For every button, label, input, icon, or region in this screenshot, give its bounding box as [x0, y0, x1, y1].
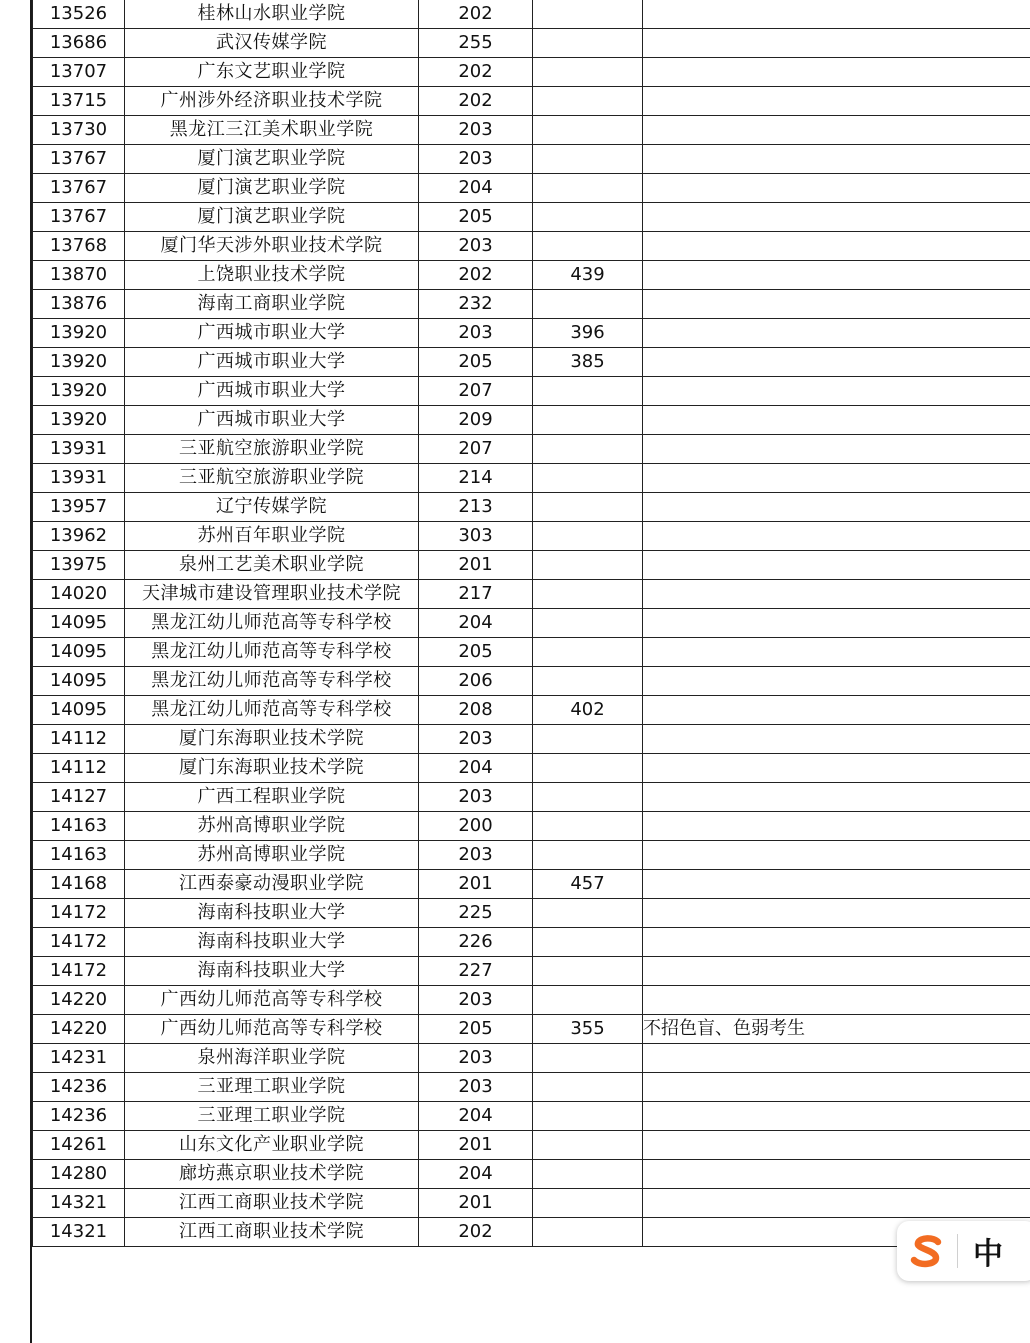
major-group-code-cell[interactable]: 204 — [419, 1160, 533, 1189]
min-score-cell[interactable] — [533, 899, 643, 928]
table-body — [33, 0, 1030, 1247]
min-score-cell[interactable] — [533, 406, 643, 435]
school-name-cell[interactable]: 江西工商职业技术学院 — [125, 1189, 419, 1218]
major-group-code-cell[interactable]: 209 — [419, 406, 533, 435]
min-score-cell[interactable] — [533, 0, 643, 29]
note-cell[interactable] — [643, 667, 1030, 696]
school-name-cell[interactable]: 厦门演艺职业学院 — [125, 174, 419, 203]
note-cell[interactable] — [643, 928, 1030, 957]
major-group-code-cell[interactable]: 203 — [419, 145, 533, 174]
note-cell[interactable] — [643, 319, 1030, 348]
table-row — [33, 551, 1030, 580]
note-cell[interactable] — [643, 522, 1030, 551]
table-row — [33, 1189, 1030, 1218]
school-code-cell[interactable]: 13876 — [33, 290, 125, 319]
table-row — [33, 899, 1030, 928]
note-cell[interactable] — [643, 783, 1030, 812]
major-group-code-cell[interactable]: 203 — [419, 725, 533, 754]
school-name-cell[interactable]: 苏州高博职业学院 — [125, 812, 419, 841]
note-cell[interactable] — [643, 493, 1030, 522]
school-name-cell[interactable]: 黑龙江幼儿师范高等专科学校 — [125, 667, 419, 696]
table-row — [33, 203, 1030, 232]
table-row — [33, 638, 1030, 667]
min-score-cell[interactable] — [533, 957, 643, 986]
min-score-cell[interactable] — [533, 754, 643, 783]
major-group-code-cell[interactable]: 205 — [419, 1015, 533, 1044]
note-cell[interactable] — [643, 841, 1030, 870]
min-score-cell[interactable] — [533, 580, 643, 609]
min-score-cell[interactable] — [533, 1189, 643, 1218]
school-code-cell[interactable]: 14020 — [33, 580, 125, 609]
major-group-code-cell[interactable]: 203 — [419, 232, 533, 261]
major-group-code-cell[interactable]: 204 — [419, 174, 533, 203]
table-row — [33, 29, 1030, 58]
min-score-cell[interactable]: 402 — [533, 696, 643, 725]
table-row — [33, 1015, 1030, 1044]
min-score-cell[interactable] — [533, 638, 643, 667]
note-cell[interactable] — [643, 29, 1030, 58]
major-group-code-cell[interactable]: 203 — [419, 783, 533, 812]
major-group-code-cell[interactable]: 214 — [419, 464, 533, 493]
spreadsheet — [30, 0, 1030, 1343]
min-score-cell[interactable] — [533, 841, 643, 870]
note-cell[interactable] — [643, 899, 1030, 928]
table-row — [33, 754, 1030, 783]
table-row — [33, 957, 1030, 986]
note-cell[interactable] — [643, 1131, 1030, 1160]
table-row — [33, 174, 1030, 203]
note-cell[interactable] — [643, 377, 1030, 406]
school-code-cell[interactable]: 13870 — [33, 261, 125, 290]
min-score-cell[interactable] — [533, 377, 643, 406]
school-name-cell[interactable]: 三亚理工职业学院 — [125, 1073, 419, 1102]
school-name-cell[interactable]: 苏州高博职业学院 — [125, 841, 419, 870]
school-code-cell[interactable]: 14261 — [33, 1131, 125, 1160]
school-name-cell[interactable]: 广西工程职业学院 — [125, 783, 419, 812]
school-name-cell[interactable]: 上饶职业技术学院 — [125, 261, 419, 290]
note-cell[interactable] — [643, 435, 1030, 464]
major-group-code-cell[interactable]: 202 — [419, 87, 533, 116]
ime-toolbar[interactable] — [897, 1221, 1030, 1281]
major-group-code-cell[interactable]: 205 — [419, 348, 533, 377]
school-code-cell[interactable]: 13715 — [33, 87, 125, 116]
school-code-cell[interactable]: 13931 — [33, 435, 125, 464]
major-group-code-cell[interactable]: 232 — [419, 290, 533, 319]
note-cell[interactable] — [643, 725, 1030, 754]
min-score-cell[interactable] — [533, 667, 643, 696]
school-name-cell[interactable]: 海南科技职业大学 — [125, 899, 419, 928]
major-group-code-cell[interactable]: 203 — [419, 1044, 533, 1073]
major-group-code-cell[interactable]: 204 — [419, 609, 533, 638]
school-code-cell[interactable]: 13767 — [33, 203, 125, 232]
table-row — [33, 1160, 1030, 1189]
min-score-cell[interactable] — [533, 435, 643, 464]
school-name-cell[interactable]: 厦门东海职业技术学院 — [125, 725, 419, 754]
school-name-cell[interactable]: 三亚理工职业学院 — [125, 1102, 419, 1131]
school-name-cell[interactable]: 黑龙江三江美术职业学院 — [125, 116, 419, 145]
major-group-code-cell[interactable]: 202 — [419, 261, 533, 290]
school-code-cell[interactable]: 13975 — [33, 551, 125, 580]
min-score-cell[interactable] — [533, 725, 643, 754]
major-group-code-cell[interactable]: 207 — [419, 377, 533, 406]
table-row — [33, 261, 1030, 290]
school-name-cell[interactable]: 海南工商职业学院 — [125, 290, 419, 319]
note-cell[interactable] — [643, 290, 1030, 319]
school-name-cell[interactable]: 黑龙江幼儿师范高等专科学校 — [125, 696, 419, 725]
note-cell[interactable] — [643, 1160, 1030, 1189]
major-group-code-cell[interactable]: 201 — [419, 551, 533, 580]
note-cell[interactable] — [643, 1102, 1030, 1131]
note-cell[interactable] — [643, 754, 1030, 783]
note-cell[interactable] — [643, 116, 1030, 145]
school-name-cell[interactable]: 廊坊燕京职业技术学院 — [125, 1160, 419, 1189]
school-code-cell[interactable]: 13957 — [33, 493, 125, 522]
table-row — [33, 145, 1030, 174]
school-code-cell[interactable]: 13767 — [33, 174, 125, 203]
min-score-cell[interactable]: 355 — [533, 1015, 643, 1044]
school-code-cell[interactable]: 14127 — [33, 783, 125, 812]
min-score-cell[interactable] — [533, 174, 643, 203]
note-cell[interactable] — [643, 870, 1030, 899]
school-code-cell[interactable]: 14163 — [33, 812, 125, 841]
school-code-cell[interactable]: 13962 — [33, 522, 125, 551]
table-row — [33, 841, 1030, 870]
major-group-code-cell[interactable]: 204 — [419, 754, 533, 783]
min-score-cell[interactable] — [533, 986, 643, 1015]
table-row — [33, 406, 1030, 435]
table-row — [33, 812, 1030, 841]
school-code-cell[interactable]: 14231 — [33, 1044, 125, 1073]
school-name-cell[interactable]: 厦门演艺职业学院 — [125, 203, 419, 232]
min-score-cell[interactable] — [533, 1131, 643, 1160]
note-cell[interactable] — [643, 0, 1030, 29]
school-code-cell[interactable]: 13920 — [33, 377, 125, 406]
school-name-cell[interactable]: 广东文艺职业学院 — [125, 58, 419, 87]
table-row — [33, 580, 1030, 609]
min-score-cell[interactable] — [533, 812, 643, 841]
major-group-code-cell[interactable]: 303 — [419, 522, 533, 551]
note-cell[interactable] — [643, 986, 1030, 1015]
min-score-cell[interactable] — [533, 493, 643, 522]
table-row — [33, 609, 1030, 638]
school-code-cell[interactable]: 13931 — [33, 464, 125, 493]
school-name-cell[interactable]: 厦门演艺职业学院 — [125, 145, 419, 174]
school-name-cell[interactable]: 辽宁传媒学院 — [125, 493, 419, 522]
school-name-cell[interactable]: 广西城市职业大学 — [125, 348, 419, 377]
school-code-cell[interactable]: 13526 — [33, 0, 125, 29]
note-cell[interactable] — [643, 261, 1030, 290]
school-name-cell[interactable]: 苏州百年职业学院 — [125, 522, 419, 551]
min-score-cell[interactable] — [533, 609, 643, 638]
school-name-cell[interactable]: 厦门东海职业技术学院 — [125, 754, 419, 783]
major-group-code-cell[interactable]: 213 — [419, 493, 533, 522]
school-name-cell[interactable]: 黑龙江幼儿师范高等专科学校 — [125, 638, 419, 667]
school-code-cell[interactable]: 14168 — [33, 870, 125, 899]
table-row — [33, 58, 1030, 87]
school-code-cell[interactable]: 14172 — [33, 957, 125, 986]
ime-mode-toggle[interactable]: 中 — [958, 1229, 1018, 1273]
school-code-cell[interactable]: 14236 — [33, 1102, 125, 1131]
min-score-cell[interactable] — [533, 522, 643, 551]
min-score-cell[interactable] — [533, 1160, 643, 1189]
school-code-cell[interactable]: 13730 — [33, 116, 125, 145]
min-score-cell[interactable] — [533, 928, 643, 957]
school-name-cell[interactable]: 山东文化产业职业学院 — [125, 1131, 419, 1160]
note-cell[interactable] — [643, 1073, 1030, 1102]
min-score-cell[interactable]: 457 — [533, 870, 643, 899]
major-group-code-cell[interactable]: 255 — [419, 29, 533, 58]
min-score-cell[interactable] — [533, 145, 643, 174]
school-name-cell[interactable]: 三亚航空旅游职业学院 — [125, 464, 419, 493]
note-cell[interactable] — [643, 174, 1030, 203]
major-group-code-cell[interactable]: 226 — [419, 928, 533, 957]
school-code-cell[interactable]: 14321 — [33, 1218, 125, 1247]
school-code-cell[interactable]: 14220 — [33, 986, 125, 1015]
note-cell[interactable] — [643, 1189, 1030, 1218]
school-code-cell[interactable]: 14163 — [33, 841, 125, 870]
note-cell[interactable] — [643, 638, 1030, 667]
note-cell[interactable] — [643, 609, 1030, 638]
min-score-cell[interactable]: 396 — [533, 319, 643, 348]
school-code-cell[interactable]: 13920 — [33, 406, 125, 435]
school-name-cell[interactable]: 广西城市职业大学 — [125, 406, 419, 435]
note-cell[interactable] — [643, 812, 1030, 841]
note-cell[interactable] — [643, 232, 1030, 261]
min-score-cell[interactable] — [533, 87, 643, 116]
major-group-code-cell[interactable]: 204 — [419, 1102, 533, 1131]
major-group-code-cell[interactable]: 203 — [419, 319, 533, 348]
major-group-code-cell[interactable]: 206 — [419, 667, 533, 696]
note-cell[interactable] — [643, 348, 1030, 377]
table-row — [33, 1218, 1030, 1247]
table-row — [33, 1073, 1030, 1102]
note-cell[interactable] — [643, 87, 1030, 116]
major-group-code-cell[interactable]: 227 — [419, 957, 533, 986]
note-cell[interactable] — [643, 406, 1030, 435]
major-group-code-cell[interactable]: 217 — [419, 580, 533, 609]
table-row — [33, 928, 1030, 957]
school-code-cell[interactable]: 14321 — [33, 1189, 125, 1218]
min-score-cell[interactable] — [533, 116, 643, 145]
min-score-cell[interactable] — [533, 783, 643, 812]
school-code-cell[interactable]: 14095 — [33, 667, 125, 696]
major-group-code-cell[interactable]: 205 — [419, 638, 533, 667]
note-cell[interactable] — [643, 145, 1030, 174]
min-score-cell[interactable] — [533, 290, 643, 319]
school-code-cell[interactable]: 14095 — [33, 638, 125, 667]
school-code-cell[interactable]: 13920 — [33, 348, 125, 377]
major-group-code-cell[interactable]: 200 — [419, 812, 533, 841]
school-code-cell[interactable]: 13767 — [33, 145, 125, 174]
table-row — [33, 0, 1030, 29]
school-code-cell[interactable]: 13707 — [33, 58, 125, 87]
min-score-cell[interactable]: 385 — [533, 348, 643, 377]
major-group-code-cell[interactable]: 201 — [419, 870, 533, 899]
school-name-cell[interactable]: 广西城市职业大学 — [125, 377, 419, 406]
school-name-cell[interactable]: 泉州海洋职业学院 — [125, 1044, 419, 1073]
table-row — [33, 696, 1030, 725]
major-group-code-cell[interactable]: 203 — [419, 116, 533, 145]
school-code-cell[interactable]: 14172 — [33, 899, 125, 928]
major-group-code-cell[interactable]: 207 — [419, 435, 533, 464]
school-code-cell[interactable]: 14112 — [33, 725, 125, 754]
min-score-cell[interactable] — [533, 232, 643, 261]
school-code-cell[interactable]: 14236 — [33, 1073, 125, 1102]
table-row — [33, 725, 1030, 754]
school-code-cell[interactable]: 13686 — [33, 29, 125, 58]
school-name-cell[interactable]: 广西幼儿师范高等专科学校 — [125, 986, 419, 1015]
major-group-code-cell[interactable]: 202 — [419, 0, 533, 29]
school-code-cell[interactable]: 13920 — [33, 319, 125, 348]
min-score-cell[interactable]: 439 — [533, 261, 643, 290]
table-row — [33, 870, 1030, 899]
school-name-cell[interactable]: 厦门华天涉外职业技术学院 — [125, 232, 419, 261]
school-name-cell[interactable]: 武汉传媒学院 — [125, 29, 419, 58]
school-code-cell[interactable]: 14172 — [33, 928, 125, 957]
table-row — [33, 87, 1030, 116]
school-name-cell[interactable]: 江西泰豪动漫职业学院 — [125, 870, 419, 899]
note-cell[interactable] — [643, 58, 1030, 87]
table-row — [33, 1102, 1030, 1131]
min-score-cell[interactable] — [533, 464, 643, 493]
table-row — [33, 319, 1030, 348]
major-group-code-cell[interactable]: 203 — [419, 1073, 533, 1102]
school-name-cell[interactable]: 桂林山水职业学院 — [125, 0, 419, 29]
table-row — [33, 232, 1030, 261]
table-row — [33, 1131, 1030, 1160]
school-name-cell[interactable]: 广西城市职业大学 — [125, 319, 419, 348]
major-group-code-cell[interactable]: 208 — [419, 696, 533, 725]
table-row — [33, 116, 1030, 145]
major-group-code-cell[interactable]: 202 — [419, 58, 533, 87]
note-cell[interactable] — [643, 957, 1030, 986]
school-name-cell[interactable]: 海南科技职业大学 — [125, 957, 419, 986]
school-name-cell[interactable]: 广西幼儿师范高等专科学校 — [125, 1015, 419, 1044]
min-score-cell[interactable] — [533, 29, 643, 58]
table-row — [33, 522, 1030, 551]
school-name-cell[interactable]: 泉州工艺美术职业学院 — [125, 551, 419, 580]
major-group-code-cell[interactable]: 202 — [419, 1218, 533, 1247]
min-score-cell[interactable] — [533, 551, 643, 580]
note-cell[interactable] — [643, 551, 1030, 580]
school-name-cell[interactable]: 三亚航空旅游职业学院 — [125, 435, 419, 464]
school-name-cell[interactable]: 天津城市建设管理职业技术学院 — [125, 580, 419, 609]
table-row — [33, 1044, 1030, 1073]
min-score-cell[interactable] — [533, 1218, 643, 1247]
table-row — [33, 290, 1030, 319]
major-group-code-cell[interactable]: 201 — [419, 1189, 533, 1218]
table-row — [33, 783, 1030, 812]
school-code-cell[interactable]: 14220 — [33, 1015, 125, 1044]
school-name-cell[interactable]: 黑龙江幼儿师范高等专科学校 — [125, 609, 419, 638]
sogou-s-icon[interactable] — [897, 1221, 957, 1281]
school-name-cell[interactable]: 海南科技职业大学 — [125, 928, 419, 957]
note-cell[interactable] — [643, 464, 1030, 493]
min-score-cell[interactable] — [533, 1073, 643, 1102]
table-row — [33, 348, 1030, 377]
major-group-code-cell[interactable]: 203 — [419, 841, 533, 870]
note-cell[interactable]: 不招色盲、色弱考生 — [643, 1015, 1030, 1044]
major-group-code-cell[interactable]: 225 — [419, 899, 533, 928]
major-group-code-cell[interactable]: 205 — [419, 203, 533, 232]
school-code-cell[interactable]: 14280 — [33, 1160, 125, 1189]
min-score-cell[interactable] — [533, 203, 643, 232]
admission-table — [32, 0, 1030, 1247]
min-score-cell[interactable] — [533, 1044, 643, 1073]
table-row — [33, 986, 1030, 1015]
school-code-cell[interactable]: 13768 — [33, 232, 125, 261]
school-code-cell[interactable]: 14095 — [33, 609, 125, 638]
table-row — [33, 377, 1030, 406]
note-cell[interactable] — [643, 1044, 1030, 1073]
school-name-cell[interactable]: 广州涉外经济职业技术学院 — [125, 87, 419, 116]
min-score-cell[interactable] — [533, 58, 643, 87]
note-cell[interactable] — [643, 203, 1030, 232]
table-row — [33, 667, 1030, 696]
note-cell[interactable] — [643, 696, 1030, 725]
table-row — [33, 435, 1030, 464]
table-row — [33, 464, 1030, 493]
school-code-cell[interactable]: 14112 — [33, 754, 125, 783]
major-group-code-cell[interactable]: 201 — [419, 1131, 533, 1160]
table-row — [33, 493, 1030, 522]
min-score-cell[interactable] — [533, 1102, 643, 1131]
note-cell[interactable] — [643, 580, 1030, 609]
school-code-cell[interactable]: 14095 — [33, 696, 125, 725]
school-name-cell[interactable]: 江西工商职业技术学院 — [125, 1218, 419, 1247]
major-group-code-cell[interactable]: 203 — [419, 986, 533, 1015]
